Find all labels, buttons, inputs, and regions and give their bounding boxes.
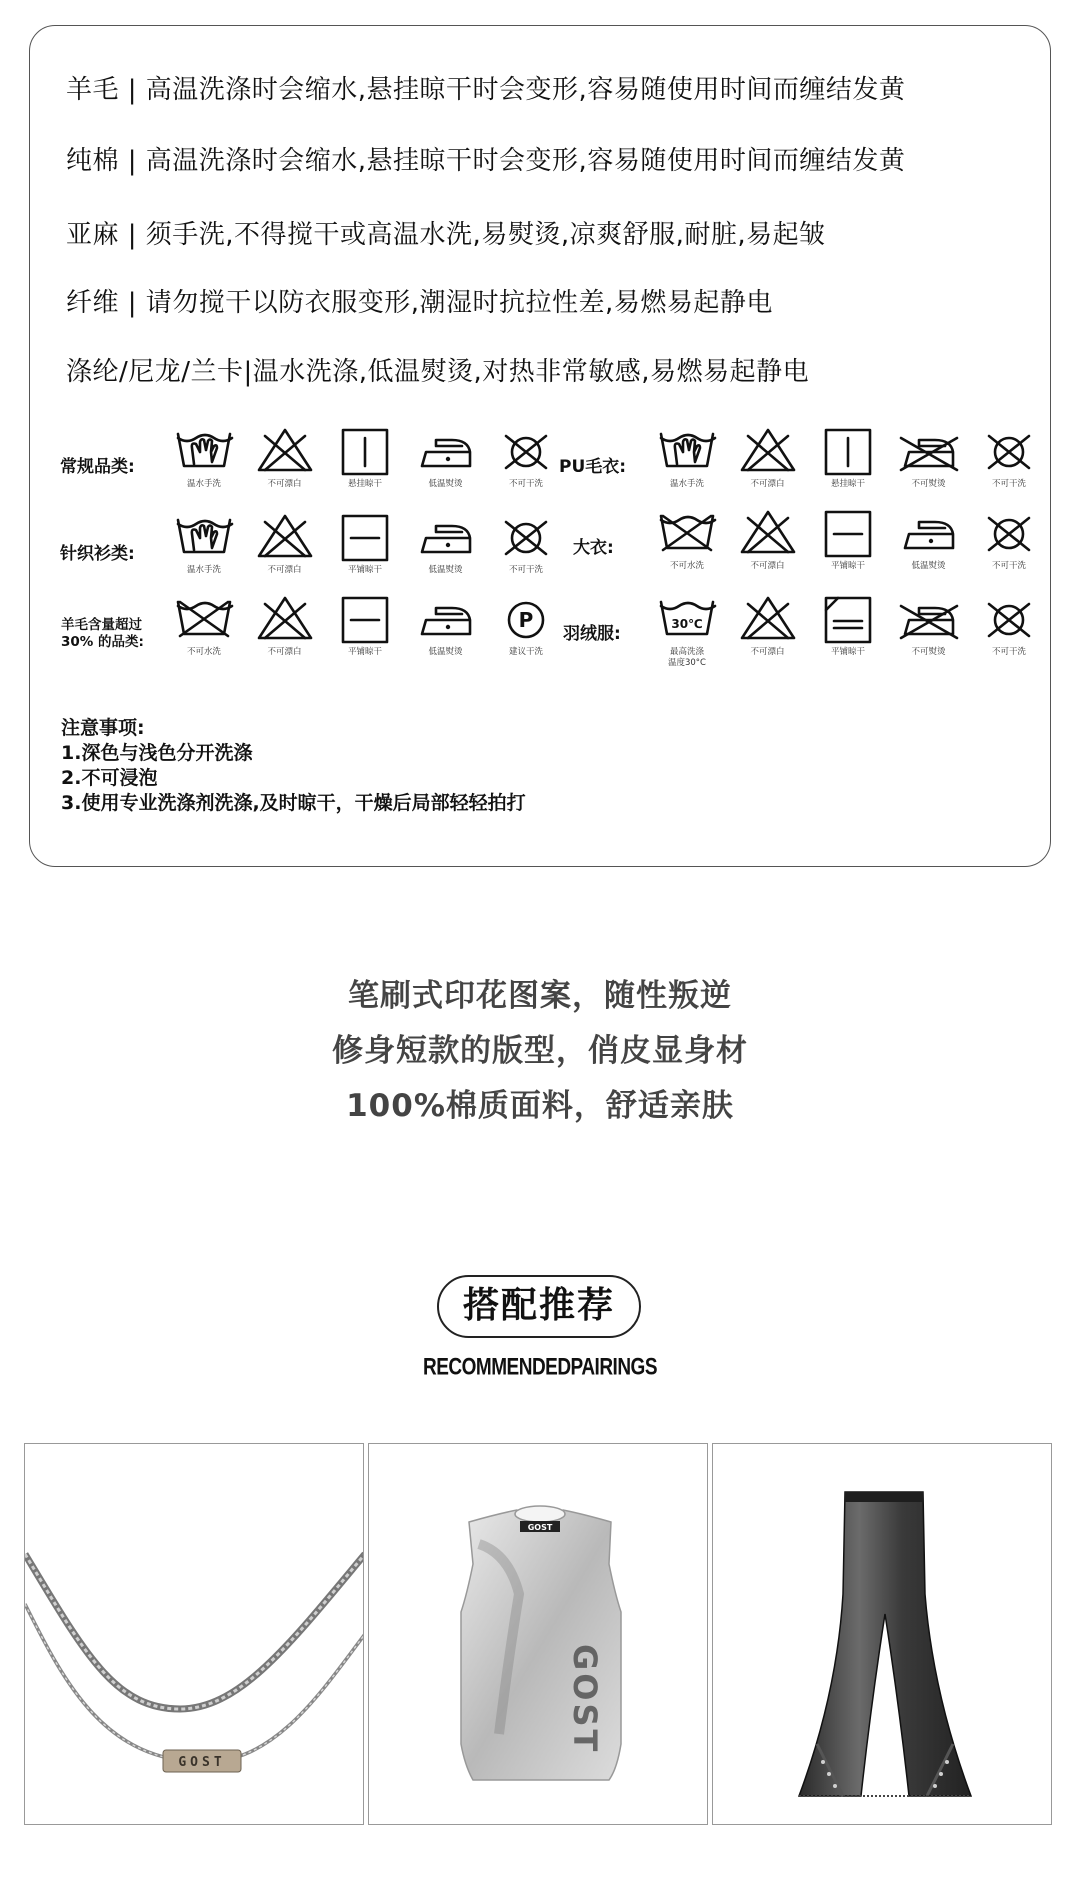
notes-title: 注意事项: bbox=[61, 717, 145, 739]
care-symbol-caption: 不可干洗 bbox=[991, 479, 1026, 489]
care-symbol-caption: 温水手洗 bbox=[669, 479, 704, 489]
care-symbol-regular-0 bbox=[166, 426, 242, 490]
care-symbol-caption: 平铺晾干 bbox=[830, 647, 865, 657]
care-symbol-wool-0 bbox=[166, 594, 242, 658]
care-symbol-caption: 低温熨烫 bbox=[428, 647, 463, 657]
pairings-subtitle: RECOMMENDEDPAIRINGS bbox=[423, 1354, 657, 1381]
care-symbol-down-1 bbox=[730, 594, 806, 658]
flare-jeans-image bbox=[713, 1444, 1052, 1825]
category-wool-label bbox=[61, 617, 144, 651]
care-symbol-knit-1 bbox=[247, 512, 323, 576]
tank-top-print-text: GOST bbox=[566, 1644, 604, 1755]
care-symbol-caption: 温水手洗 bbox=[186, 479, 221, 489]
care-symbol-caption: 不可漂白 bbox=[750, 561, 785, 571]
category-wool-label-line2: 30% 的品类: bbox=[61, 634, 144, 650]
note-item: 1.深色与浅色分开洗涤 bbox=[61, 742, 253, 764]
professional-dry-clean-icon bbox=[492, 594, 560, 644]
no-bleach-icon bbox=[251, 594, 319, 644]
low-iron-icon bbox=[895, 508, 963, 558]
tank-top-tag-text: GOST bbox=[527, 1523, 553, 1532]
category-regular-label: 常规品类: bbox=[60, 457, 135, 477]
care-symbol-wool-3 bbox=[408, 594, 484, 658]
care-instructions-box bbox=[29, 25, 1051, 867]
care-symbol-caption: 低温熨烫 bbox=[428, 565, 463, 575]
care-symbol-caption: 不可漂白 bbox=[267, 565, 302, 575]
flat-dry-shade-icon bbox=[814, 594, 882, 644]
care-symbol-regular-1 bbox=[247, 426, 323, 490]
product-card-necklace[interactable] bbox=[24, 1443, 364, 1825]
hand-wash-icon bbox=[170, 426, 238, 476]
care-symbol-down-3 bbox=[891, 594, 967, 658]
care-symbol-regular-2 bbox=[327, 426, 403, 490]
care-symbol-regular-4 bbox=[488, 426, 564, 490]
necklace-image bbox=[25, 1444, 364, 1825]
care-symbol-down-4 bbox=[971, 594, 1047, 658]
care-symbol-caption: 不可干洗 bbox=[508, 565, 543, 575]
care-symbol-caption: 平铺晾干 bbox=[347, 647, 382, 657]
care-symbol-coat-3 bbox=[891, 508, 967, 572]
care-symbol-caption: 不可干洗 bbox=[991, 561, 1026, 571]
wash-30c-icon bbox=[653, 594, 721, 644]
care-symbol-pu-4 bbox=[971, 426, 1047, 490]
category-knit-label: 针织衫类: bbox=[60, 544, 135, 564]
care-symbol-caption: 温水手洗 bbox=[186, 565, 221, 575]
flat-dry-icon bbox=[814, 508, 882, 558]
care-symbol-caption: 悬挂晾干 bbox=[830, 479, 865, 489]
care-symbol-caption: 悬挂晾干 bbox=[347, 479, 382, 489]
no-bleach-icon bbox=[251, 512, 319, 562]
care-symbol-caption: 不可干洗 bbox=[508, 479, 543, 489]
care-symbol-regular-3 bbox=[408, 426, 484, 490]
no-bleach-icon bbox=[251, 426, 319, 476]
no-dry-clean-icon bbox=[492, 426, 560, 476]
no-iron-icon bbox=[895, 594, 963, 644]
wash-temp-label: 30℃ bbox=[671, 617, 703, 631]
svg-text:P: P bbox=[518, 608, 534, 632]
care-symbol-caption: 不可熨烫 bbox=[911, 647, 946, 657]
material-cotton: 纯棉 | 高温洗涤时会缩水,悬挂晾干时会变形,容易随使用时间而缠结发黄 bbox=[66, 146, 906, 176]
care-symbol-pu-1 bbox=[730, 426, 806, 490]
care-symbol-wool-1 bbox=[247, 594, 323, 658]
low-iron-icon bbox=[412, 594, 480, 644]
care-symbol-caption: 不可熨烫 bbox=[911, 479, 946, 489]
care-symbol-knit-0 bbox=[166, 512, 242, 576]
category-pu-label: PU毛衣: bbox=[559, 457, 627, 477]
care-notes bbox=[61, 716, 526, 816]
tank-top-image bbox=[369, 1444, 708, 1825]
care-symbol-caption: 建议干洗 bbox=[508, 647, 543, 657]
category-wool-label-line1: 羊毛含量超过 bbox=[61, 617, 142, 633]
no-dry-clean-icon bbox=[975, 426, 1043, 476]
flat-dry-icon bbox=[331, 594, 399, 644]
low-iron-icon bbox=[412, 512, 480, 562]
low-iron-icon bbox=[412, 426, 480, 476]
care-symbol-caption: 平铺晾干 bbox=[347, 565, 382, 575]
feature-line: 笔刷式印花图案，随性叛逆 bbox=[348, 978, 732, 1014]
care-symbol-coat-1 bbox=[730, 508, 806, 572]
care-symbol-caption: 不可漂白 bbox=[750, 479, 785, 489]
material-polyester: 涤纶/尼龙/兰卡|温水洗涤,低温熨烫,对热非常敏感,易燃易起静电 bbox=[66, 357, 810, 387]
feature-line: 100%棉质面料，舒适亲肤 bbox=[346, 1088, 734, 1124]
no-wash-icon bbox=[653, 508, 721, 558]
care-symbol-caption: 不可水洗 bbox=[669, 561, 704, 571]
category-down-label: 羽绒服: bbox=[563, 624, 621, 644]
care-symbol-pu-0 bbox=[649, 426, 725, 490]
care-symbol-caption: 不可干洗 bbox=[991, 647, 1026, 657]
no-iron-icon bbox=[895, 426, 963, 476]
necklace-tag-text: GOST bbox=[178, 1755, 226, 1770]
flat-dry-icon bbox=[331, 512, 399, 562]
category-coat-label: 大衣: bbox=[573, 538, 614, 558]
care-symbol-caption: 低温熨烫 bbox=[911, 561, 946, 571]
material-fiber: 纤维 | 请勿搅干以防衣服变形,潮湿时抗拉性差,易燃易起静电 bbox=[66, 288, 773, 318]
care-symbol-caption: 不可漂白 bbox=[267, 647, 302, 657]
care-symbol-coat-4 bbox=[971, 508, 1047, 572]
care-symbol-wool-2 bbox=[327, 594, 403, 658]
care-symbol-down-0 bbox=[649, 594, 725, 669]
care-symbol-caption: 不可漂白 bbox=[750, 647, 785, 657]
material-linen: 亚麻 | 须手洗,不得搅干或高温水洗,易熨烫,凉爽舒服,耐脏,易起皱 bbox=[66, 220, 826, 250]
care-symbol-down-2 bbox=[810, 594, 886, 658]
care-symbol-coat-2 bbox=[810, 508, 886, 572]
no-bleach-icon bbox=[734, 426, 802, 476]
necklace-tag bbox=[163, 1750, 241, 1772]
care-symbol-knit-4 bbox=[488, 512, 564, 576]
no-dry-clean-icon bbox=[492, 512, 560, 562]
pairings-title: 搭配推荐 bbox=[437, 1275, 641, 1338]
hand-wash-icon bbox=[170, 512, 238, 562]
care-symbol-knit-3 bbox=[408, 512, 484, 576]
hand-wash-icon bbox=[653, 426, 721, 476]
no-dry-clean-icon bbox=[975, 594, 1043, 644]
product-card-flare-jeans[interactable] bbox=[712, 1443, 1052, 1825]
care-symbol-caption: 平铺晾干 bbox=[830, 561, 865, 571]
note-item: 2.不可浸泡 bbox=[61, 767, 158, 789]
no-bleach-icon bbox=[734, 594, 802, 644]
hang-dry-icon bbox=[814, 426, 882, 476]
care-symbol-pu-3 bbox=[891, 426, 967, 490]
care-symbol-caption: 最高洗涤 bbox=[669, 647, 704, 657]
care-symbol-pu-2 bbox=[810, 426, 886, 490]
no-bleach-icon bbox=[734, 508, 802, 558]
care-symbol-caption: 不可水洗 bbox=[186, 647, 221, 657]
care-symbol-caption: 低温熨烫 bbox=[428, 479, 463, 489]
feature-line: 修身短款的版型，俏皮显身材 bbox=[332, 1033, 748, 1069]
product-card-tank-top[interactable] bbox=[368, 1443, 708, 1825]
no-dry-clean-icon bbox=[975, 508, 1043, 558]
no-wash-icon bbox=[170, 594, 238, 644]
care-symbol-caption: 不可漂白 bbox=[267, 479, 302, 489]
care-symbol-coat-0 bbox=[649, 508, 725, 572]
material-wool: 羊毛 | 高温洗涤时会缩水,悬挂晾干时会变形,容易随使用时间而缠结发黄 bbox=[66, 75, 906, 105]
hang-dry-icon bbox=[331, 426, 399, 476]
care-symbol-wool-4 bbox=[488, 594, 564, 658]
care-symbol-caption: 温度30°C bbox=[667, 658, 706, 668]
care-symbol-knit-2 bbox=[327, 512, 403, 576]
note-item: 3.使用专业洗涤剂洗涤,及时晾干，干燥后局部轻轻拍打 bbox=[61, 792, 526, 814]
